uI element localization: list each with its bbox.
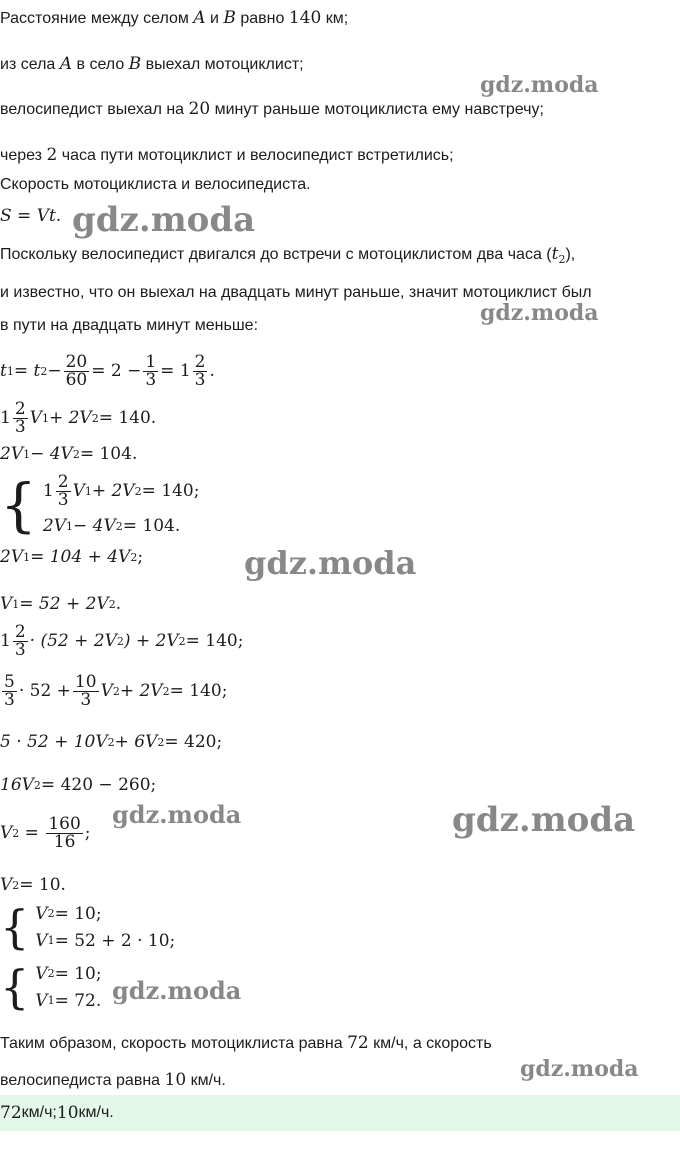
text: = 104 + 4V <box>30 547 131 567</box>
subscript: 1 <box>23 447 31 461</box>
var: V <box>35 990 48 1011</box>
subscript: 2 <box>12 826 20 840</box>
var: t <box>0 361 7 381</box>
equation-system-3 <box>0 960 102 1014</box>
text: = 52 + 2 · 10; <box>54 930 176 951</box>
subscript: 2 <box>157 735 165 749</box>
equation-4 <box>0 545 143 569</box>
brace-icon: { <box>0 900 30 954</box>
fraction <box>143 351 158 390</box>
var-t: t <box>551 244 559 264</box>
text: ; <box>84 823 91 843</box>
number: 72 <box>0 1103 22 1123</box>
number: 2 <box>46 145 58 165</box>
brace-icon: { <box>0 471 37 539</box>
numerator: 2 <box>14 398 26 419</box>
text: выехал мотоциклист; <box>141 56 304 73</box>
text: − 4V <box>73 516 116 537</box>
numerator: 20 <box>65 351 88 372</box>
watermark-logo: gdz.moda <box>244 544 417 582</box>
subscript: 2 <box>116 634 124 648</box>
equation-6 <box>0 618 243 664</box>
subscript: 2 <box>108 597 116 611</box>
denominator: 3 <box>14 639 26 660</box>
watermark-logo: gdz.moda <box>520 1056 639 1082</box>
text: 1 <box>42 481 54 502</box>
condition-line-4 <box>0 145 454 166</box>
text: = 140; <box>169 681 228 701</box>
denominator: 3 <box>80 689 92 710</box>
var: V <box>100 681 113 701</box>
equation-system-2 <box>0 900 175 954</box>
condition-line-2 <box>0 54 304 75</box>
text: через <box>0 147 47 164</box>
text: равно <box>235 10 289 27</box>
var: V <box>35 963 48 984</box>
equation-3 <box>0 442 137 466</box>
system-row <box>35 964 101 984</box>
equals: = <box>19 823 45 843</box>
subscript: 1 <box>84 484 92 498</box>
subscript: 2 <box>47 967 55 980</box>
system-rows <box>29 900 175 954</box>
text: 2V <box>0 547 24 567</box>
denominator: 60 <box>65 369 88 390</box>
subscript: 2 <box>558 253 566 266</box>
subscript: 2 <box>47 907 55 920</box>
watermark-logo: gdz.moda <box>72 200 256 240</box>
text: км/ч; <box>21 1104 57 1121</box>
var-b: B <box>128 54 142 74</box>
text: . <box>209 361 215 381</box>
numerator: 5 <box>4 671 15 692</box>
var: V <box>72 481 85 502</box>
fraction <box>64 351 90 390</box>
denominator: 3 <box>145 369 157 390</box>
fraction <box>13 398 28 437</box>
text: = 72. <box>54 990 102 1011</box>
number: 72 <box>347 1033 369 1053</box>
text: . <box>115 594 122 614</box>
subscript: 2 <box>91 411 99 425</box>
text: = 10. <box>19 875 66 895</box>
operator: − <box>47 361 62 381</box>
subscript: 1 <box>23 550 31 564</box>
text: велосипедист выехал на <box>0 101 189 118</box>
text: = 1 <box>160 361 191 381</box>
subscript: 2 <box>130 550 138 564</box>
number: 20 <box>188 99 211 119</box>
subscript: 1 <box>47 934 55 947</box>
watermark-logo: gdz.moda <box>112 976 242 1005</box>
subscript: 2 <box>12 878 20 892</box>
subscript: 1 <box>12 597 20 611</box>
text: 2V <box>0 444 24 464</box>
text: + 2V <box>91 481 135 502</box>
fraction <box>2 671 17 710</box>
text: = t <box>13 361 41 381</box>
equation-system-1 <box>0 470 199 540</box>
text: Поскольку велосипедист двигался до встречи с мотоциклистом два часа ( <box>0 246 552 263</box>
numerator: 2 <box>194 351 206 372</box>
condition-line-3 <box>0 99 544 120</box>
explanation-line-1 <box>0 244 575 270</box>
text: велосипедиста равна <box>0 1072 165 1089</box>
number: 10 <box>164 1070 187 1090</box>
text: = 10; <box>54 903 102 924</box>
text: в село <box>72 56 129 73</box>
subscript: 2 <box>162 684 170 698</box>
text: · (52 + 2V <box>29 631 117 651</box>
watermark-logo: gdz.moda <box>112 800 242 829</box>
answer-box <box>0 1095 680 1131</box>
fraction <box>193 351 208 390</box>
explanation-line-3: в пути на двадцать минут меньше: <box>0 317 259 334</box>
question-line: Скорость мотоциклиста и велосипедиста. <box>0 176 311 193</box>
denominator: 3 <box>57 489 69 510</box>
text: 16V <box>0 775 34 795</box>
equation-7 <box>0 668 227 714</box>
watermark-logo: gdz.moda <box>480 72 599 98</box>
system-rows <box>29 960 101 1014</box>
subscript: 2 <box>178 634 186 648</box>
number: 140 <box>288 8 322 28</box>
text: минут раньше мотоциклиста ему навстречу; <box>210 101 544 118</box>
var: V <box>0 594 13 614</box>
subscript: 2 <box>33 778 41 792</box>
denominator: 3 <box>4 689 15 710</box>
subscript: 2 <box>115 519 123 533</box>
subscript: 1 <box>6 364 14 378</box>
text: ; <box>137 547 144 567</box>
subscript: 1 <box>47 994 55 1007</box>
subscript: 1 <box>41 411 49 425</box>
text: = 140. <box>98 408 157 428</box>
fraction <box>73 671 99 710</box>
condition-line-1 <box>0 8 348 29</box>
var: V <box>0 823 13 843</box>
text: = 140; <box>141 481 200 502</box>
var-a: A <box>59 54 73 74</box>
text: часа пути мотоциклист и велосипедист встретились; <box>57 147 454 164</box>
denominator: 3 <box>194 369 206 390</box>
formula-s-vt: S = Vt. <box>0 206 62 226</box>
text: ), <box>565 246 576 263</box>
system-row <box>42 471 200 510</box>
text: ) + 2V <box>123 631 179 651</box>
numerator: 2 <box>57 471 69 492</box>
explanation-line-2: и известно, что он выехал на двадцать минут раньше, значит мотоциклист был <box>0 284 592 301</box>
system-rows <box>37 470 200 540</box>
equation-t1 <box>0 348 215 394</box>
subscript: 2 <box>107 735 115 749</box>
numerator: 1 <box>145 351 157 372</box>
text: · 52 + <box>18 681 71 701</box>
text: = 104. <box>79 444 138 464</box>
watermark-logo: gdz.moda <box>480 300 599 326</box>
text: 1 <box>0 631 11 651</box>
text: − 4V <box>30 444 73 464</box>
system-row <box>35 931 175 951</box>
text: Расстояние между селом <box>0 10 194 27</box>
text: = 420; <box>164 732 223 752</box>
text: = 140; <box>185 631 244 651</box>
text: и <box>205 10 224 27</box>
text: км/ч. <box>78 1104 114 1121</box>
subscript: 1 <box>66 519 73 533</box>
var-b: B <box>223 8 236 28</box>
text: + 2V <box>119 681 163 701</box>
fraction <box>13 621 28 660</box>
brace-icon: { <box>0 960 30 1014</box>
denominator: 3 <box>14 416 26 437</box>
system-row <box>43 516 200 536</box>
equation-9 <box>0 773 156 797</box>
denominator: 16 <box>53 831 76 852</box>
text: км; <box>321 10 349 27</box>
numerator: 160 <box>48 813 81 834</box>
numerator: 2 <box>14 621 26 642</box>
text: 1 <box>0 408 11 428</box>
fraction <box>56 471 71 510</box>
equation-11 <box>0 873 66 897</box>
text: 5 · 52 + 10V <box>0 732 108 752</box>
conclusion-line-2 <box>0 1070 226 1091</box>
var-a: A <box>193 8 206 28</box>
subscript: 2 <box>112 684 120 698</box>
text: + 6V <box>114 732 158 752</box>
text: + 2V <box>48 408 92 428</box>
watermark-logo: gdz.moda <box>452 800 636 840</box>
text: = 2 − <box>91 361 142 381</box>
numerator: 10 <box>74 671 97 692</box>
text: Таким образом, скорость мотоциклиста равна <box>0 1035 348 1052</box>
system-row <box>35 904 175 924</box>
text: из села <box>0 56 60 73</box>
text: км/ч, а скорость <box>368 1035 492 1052</box>
text: = 10; <box>54 963 102 984</box>
subscript: 2 <box>72 447 80 461</box>
number: 10 <box>56 1103 79 1123</box>
text: = 52 + 2V <box>19 594 109 614</box>
subscript: 2 <box>40 364 48 378</box>
text: = 104. <box>122 516 181 537</box>
text: 2V <box>42 516 66 537</box>
subscript: 2 <box>134 484 142 498</box>
text: км/ч. <box>186 1072 226 1089</box>
var: V <box>35 903 48 924</box>
equation-2 <box>0 395 156 441</box>
equation-8 <box>0 730 222 754</box>
equation-5 <box>0 592 121 616</box>
var: V <box>35 930 48 951</box>
conclusion-line-1 <box>0 1033 492 1054</box>
system-row <box>35 991 101 1011</box>
equation-10 <box>0 810 91 856</box>
var: V <box>29 408 42 428</box>
var: V <box>0 875 13 895</box>
fraction <box>46 813 82 852</box>
text: = 420 − 260; <box>40 775 157 795</box>
